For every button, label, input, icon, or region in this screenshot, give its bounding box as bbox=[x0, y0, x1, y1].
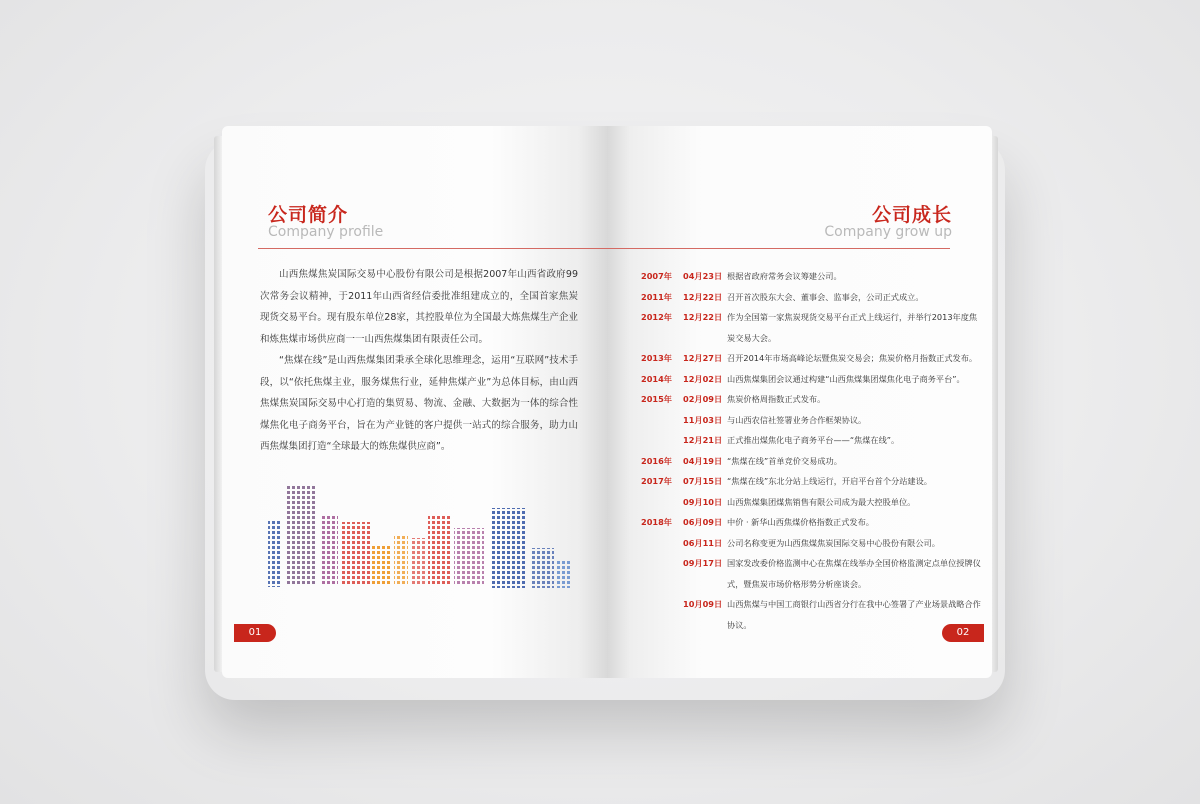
left-page-edge bbox=[214, 136, 222, 672]
page-subtitle: Company grow up bbox=[824, 224, 952, 240]
timeline-date: 12月22日 bbox=[683, 291, 723, 302]
timeline-year bbox=[641, 410, 683, 431]
timeline-text: 焦炭价格周指数正式发布。 bbox=[727, 394, 826, 404]
city-skyline-illustration bbox=[262, 476, 582, 616]
timeline-year: 2011年 bbox=[641, 291, 672, 302]
timeline-date: 12月27日 bbox=[683, 353, 723, 363]
growth-timeline bbox=[641, 266, 981, 635]
timeline-date: 11月03日 bbox=[683, 414, 723, 425]
right-page bbox=[607, 126, 992, 678]
profile-paragraph: 山西焦煤焦炭国际交易中心股份有限公司是根据2007年山西省政府99次常务会议精神，于2011年山西省经信委批准组建成立的，全国首家焦炭现货交易平台。现有股东单位28家，其控股单位为全国最大炼焦煤生产企业和炼焦煤市场供应商一一山西焦煤集团有限责任公司。 bbox=[260, 269, 578, 345]
timeline-year bbox=[641, 594, 683, 635]
timeline-entry bbox=[641, 492, 981, 513]
page-title: 公司成长 bbox=[871, 204, 952, 226]
timeline-year bbox=[641, 492, 683, 513]
timeline-entry bbox=[641, 512, 981, 533]
timeline-entry bbox=[641, 410, 981, 431]
timeline-date: 12月21日 bbox=[683, 435, 723, 445]
timeline-entry bbox=[641, 307, 981, 348]
timeline-date: 04月19日 bbox=[683, 455, 723, 466]
title-rule bbox=[258, 248, 607, 249]
timeline-text: 召开2014年市场高峰论坛暨焦炭交易会；焦炭价格月指数正式发布。 bbox=[727, 353, 978, 363]
timeline-text: 国家发改委价格监测中心在焦煤在线举办全国价格监测定点单位授牌仪式，暨焦炭市场价格形势分析座谈会。 bbox=[727, 558, 981, 589]
timeline-year: 2012年 bbox=[641, 312, 672, 322]
timeline-text: 作为全国第一家焦炭现货交易平台正式上线运行，并举行2013年度焦炭交易大会。 bbox=[727, 312, 978, 343]
timeline-year bbox=[641, 430, 683, 451]
timeline-entry bbox=[641, 451, 981, 472]
page-title: 公司简介 bbox=[268, 204, 349, 226]
timeline-year: 2013年 bbox=[641, 353, 672, 363]
timeline-entry bbox=[641, 594, 981, 635]
timeline-entry bbox=[641, 287, 981, 308]
timeline-date: 07月15日 bbox=[683, 476, 723, 486]
timeline-text: 公司名称变更为山西焦煤焦炭国际交易中心股份有限公司。 bbox=[727, 537, 940, 548]
timeline-year: 2015年 bbox=[641, 394, 672, 404]
timeline-text: 正式推出煤焦化电子商务平台——“焦煤在线”。 bbox=[727, 435, 900, 445]
timeline-text: 召开首次股东大会、董事会、监事会，公司正式成立。 bbox=[727, 291, 924, 302]
page-number: 02 bbox=[942, 624, 984, 642]
page-number: 01 bbox=[234, 624, 276, 642]
timeline-year bbox=[641, 553, 683, 594]
timeline-date: 12月22日 bbox=[683, 312, 723, 322]
timeline-entry bbox=[641, 369, 981, 390]
timeline-date: 06月11日 bbox=[683, 537, 723, 548]
timeline-text: “焦煤在线”东北分站上线运行，开启平台首个分站建设。 bbox=[727, 476, 932, 486]
timeline-date: 06月09日 bbox=[683, 517, 723, 527]
timeline-entry bbox=[641, 389, 981, 410]
timeline-text: 山西焦煤集团煤焦销售有限公司成为最大控股单位。 bbox=[727, 496, 916, 507]
timeline-text: 山西焦煤集团会议通过构建“山西焦煤集团煤焦化电子商务平台”。 bbox=[727, 373, 965, 384]
timeline-date: 09月17日 bbox=[683, 558, 723, 568]
timeline-entry bbox=[641, 430, 981, 451]
timeline-text: 山西焦煤与中国工商银行山西省分行在我中心签署了产业场景战略合作协议。 bbox=[727, 599, 981, 630]
profile-paragraph: “焦煤在线”是山西焦煤集团秉承全球化思维理念，运用“互联网”技术手段，以“依托焦煤主业，服务煤焦行业，延伸焦煤产业”为总体目标，由山西焦煤焦炭国际交易中心打造的集贸易、物流、金融、大数据为一体的综合性煤焦化电子商务平台，旨在为产业链的客户提供一站式的综合服务，助力山西焦煤集团打造“全球最大的炼焦煤供应商”。 bbox=[260, 355, 578, 452]
timeline-date: 09月10日 bbox=[683, 496, 723, 507]
timeline-date: 04月23日 bbox=[683, 271, 723, 281]
timeline-year: 2017年 bbox=[641, 476, 672, 486]
timeline-text: 中价 · 新华山西焦煤价格指数正式发布。 bbox=[727, 517, 874, 527]
timeline-entry bbox=[641, 553, 981, 594]
timeline-entry bbox=[641, 266, 981, 287]
timeline-year: 2018年 bbox=[641, 517, 672, 527]
timeline-text: 根据省政府常务会议筹建公司。 bbox=[727, 271, 842, 281]
timeline-date: 02月09日 bbox=[683, 394, 723, 404]
profile-text bbox=[260, 264, 578, 458]
left-page bbox=[222, 126, 607, 678]
timeline-entry bbox=[641, 471, 981, 492]
timeline-year: 2016年 bbox=[641, 455, 672, 466]
timeline-text: 与山西农信社签署业务合作框架协议。 bbox=[727, 414, 867, 425]
title-rule bbox=[607, 248, 950, 249]
timeline-date: 12月02日 bbox=[683, 373, 723, 384]
timeline-entry bbox=[641, 348, 981, 369]
page-subtitle: Company profile bbox=[268, 224, 384, 240]
timeline-year bbox=[641, 533, 683, 554]
timeline-entry bbox=[641, 533, 981, 554]
timeline-text: “焦煤在线”首单竞价交易成功。 bbox=[727, 455, 842, 466]
timeline-date: 10月09日 bbox=[683, 599, 723, 609]
timeline-year: 2007年 bbox=[641, 271, 672, 281]
timeline-year: 2014年 bbox=[641, 373, 672, 384]
